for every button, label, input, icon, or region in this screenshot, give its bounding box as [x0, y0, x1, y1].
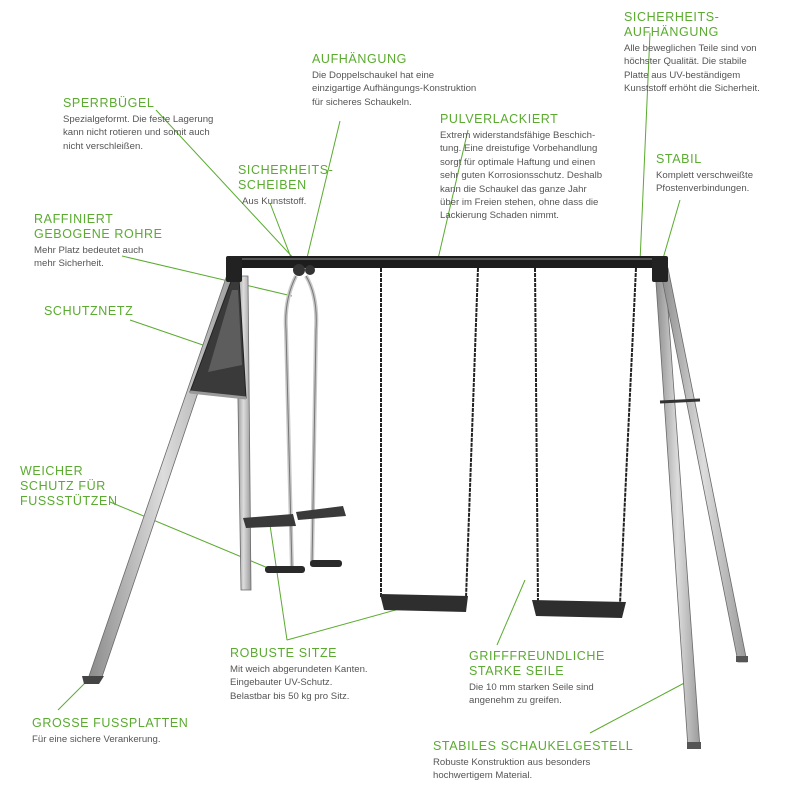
top-beam — [226, 256, 668, 282]
label-title: RAFFINIERT GEBOGENE ROHRE — [34, 212, 163, 241]
label-aufhaengung — [312, 52, 476, 109]
right-foot-plate — [687, 742, 701, 749]
label-sicherheitsscheiben — [238, 163, 333, 208]
label-desc: Die Doppelschaukel hat eine einzigartige Aufhängungs-Konstruktion für sicheres Schaukeln. — [312, 70, 477, 108]
label-title: SICHERHEITS- AUFHÄNGUNG — [624, 10, 720, 39]
top-beam-highlight — [234, 258, 662, 260]
label-title: WEICHER SCHUTZ FÜR FUSSSTÜTZEN — [20, 464, 118, 508]
label-desc: Die 10 mm starken Seile sind angenehm zu greifen. — [469, 682, 594, 707]
swing-2-rope-left — [535, 268, 538, 604]
label-desc: Mehr Platz bedeutet auch mehr Sicherheit. — [34, 245, 144, 270]
right-cross-bracket — [660, 400, 700, 402]
label-desc: Aus Kunststoff. — [242, 196, 307, 207]
label-title: ROBUSTE SITZE — [230, 646, 338, 660]
label-title: GRIFFFREUNDLICHE STARKE SEILE — [469, 649, 605, 678]
right-joint — [652, 256, 668, 282]
callout-line-sitze-left — [270, 525, 287, 640]
label-title: AUFHÄNGUNG — [312, 52, 407, 66]
label-desc: Spezialgeformt. Die feste Lagerung kann nicht rotieren und somit auch nicht verschleißen. — [63, 114, 214, 152]
label-schutznetz — [44, 304, 133, 319]
right-back-foot — [736, 656, 748, 662]
glider-seat-left — [243, 514, 296, 528]
label-pulverlackiert — [440, 112, 602, 223]
swing-1 — [380, 268, 478, 612]
right-a-frame — [655, 268, 748, 749]
label-title: STABIL — [656, 152, 702, 166]
swing-2 — [532, 268, 636, 618]
label-desc: Für eine sichere Verankerung. — [32, 734, 161, 745]
label-raffiniert — [34, 212, 163, 271]
glider-footrest-left — [265, 566, 305, 573]
glider-hanger-2 — [305, 265, 315, 275]
callout-line-seile — [497, 580, 525, 645]
swing-1-seat — [380, 594, 468, 612]
label-robuste-sitze — [230, 646, 368, 703]
label-desc: Komplett verschweißte Pfostenverbindungen. — [656, 170, 754, 195]
glider-hanger — [293, 264, 305, 276]
label-desc: Extrem widerstandsfähige Beschich- tung. Eine dreistufige Vorbehandlung sorgt für optimale Haftung und einen sehr guten Korrosionsschutz. Deshalb kann die Schaukel das ganze Jahr über im Freien stehen, ohne dass die Lackierung Schaden nimmt. — [440, 130, 603, 222]
label-title: GROSSE FUSSPLATTEN — [32, 716, 189, 730]
label-sperrbuegel — [63, 96, 213, 153]
label-desc: Mit weich abgerundeten Kanten. Eingebauter UV-Schutz. Belastbar bis 50 kg pro Sitz. — [230, 664, 368, 702]
glider-footrest-right — [310, 560, 342, 567]
label-title: SPERRBÜGEL — [63, 96, 155, 110]
label-fussplatten — [32, 716, 188, 746]
callout-line-schaukelgestell — [590, 680, 690, 733]
label-desc: Alle beweglichen Teile sind von höchster Qualität. Die stabile Platte aus UV-beständigem Kunststoff erhöht die Sicherheit. — [624, 43, 760, 95]
label-desc: Robuste Konstruktion aus besonders hochwertigem Material. — [433, 757, 591, 782]
label-weicher-schutz — [20, 464, 118, 509]
callout-line-stabil — [662, 200, 680, 262]
label-grifffreundliche — [469, 649, 605, 708]
glider-seat-right — [296, 506, 346, 520]
label-sicherheitsaufhaengung — [624, 10, 760, 96]
callout-line-sitze-right — [287, 606, 410, 640]
label-title: STABILES SCHAUKELGESTELL — [433, 739, 634, 753]
label-title: SICHERHEITS- SCHEIBEN — [238, 163, 334, 192]
left-foot-plate — [82, 676, 104, 684]
label-stabil — [656, 152, 753, 196]
swing-2-seat — [532, 600, 626, 618]
swing-2-rope-right — [620, 268, 636, 604]
label-title: PULVERLACKIERT — [440, 112, 559, 126]
left-joint — [226, 256, 242, 282]
glider-swing — [243, 264, 346, 573]
label-schaukelgestell — [433, 739, 633, 783]
label-title: SCHUTZNETZ — [44, 304, 134, 318]
swing-1-rope-right — [466, 268, 478, 598]
